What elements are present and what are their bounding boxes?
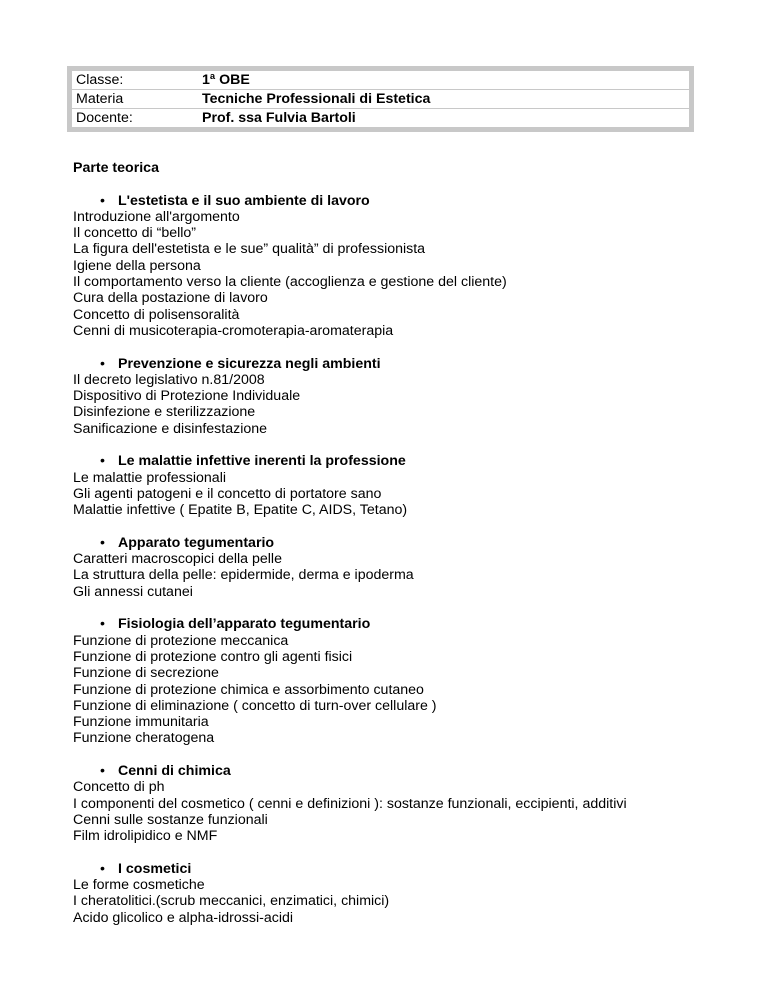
section-item: Gli agenti patogeni e il concetto di portatore sano: [73, 485, 382, 502]
section-item: Concetto di polisensoralità: [73, 306, 240, 323]
section-item: Il decreto legislativo n.81/2008: [73, 371, 265, 388]
section-title: Cenni di chimica: [118, 762, 231, 779]
section-title: Le malattie infettive inerenti la professione: [118, 453, 406, 470]
header-info-box: [67, 66, 694, 132]
section-heading: [73, 861, 763, 877]
header-label: Docente:: [72, 109, 199, 128]
section-item: Le forme cosmetiche: [73, 877, 205, 894]
section: [73, 356, 763, 437]
document-content: [73, 160, 763, 942]
header-value: Prof. ssa Fulvia Bartoli: [198, 109, 690, 128]
section-heading: [73, 453, 763, 469]
section: [73, 616, 763, 746]
section-title: Fisiologia dell’apparato tegumentario: [118, 616, 371, 633]
bullet-icon: •: [100, 192, 105, 209]
header-row: [72, 109, 690, 128]
section-item: Introduzione all'argomento: [73, 208, 240, 225]
section-item: Igiene della persona: [73, 257, 201, 274]
section-item: Funzione di eliminazione ( concetto di turn-over cellulare ): [73, 697, 437, 714]
bullet-icon: •: [100, 616, 105, 633]
section-heading: [73, 616, 763, 632]
section-item: Film idrolipidico e NMF: [73, 828, 218, 845]
section-item: Funzione immunitaria: [73, 714, 209, 731]
section-heading: [73, 535, 763, 551]
section: [73, 193, 763, 340]
section-heading: [73, 356, 763, 372]
section-item: Le malattie professionali: [73, 469, 226, 486]
header-table: [71, 70, 690, 128]
section-item: La struttura della pelle: epidermide, derma e ipoderma: [73, 567, 414, 584]
section-title: I cosmetici: [118, 860, 192, 877]
section: [73, 453, 763, 518]
section-item: Cenni di musicoterapia-cromoterapia-aromaterapia: [73, 322, 394, 339]
section-item: I cheratolitici.(scrub meccanici, enzimatici, chimici): [73, 893, 390, 910]
section-item: Funzione cheratogena: [73, 730, 215, 747]
section-item: Il concetto di “bello”: [73, 225, 197, 242]
section-item: Funzione di secrezione: [73, 665, 219, 682]
section: [73, 763, 763, 844]
section-item: Acido glicolico e alpha-idrossi-acidi: [73, 909, 294, 926]
section-item: La figura dell'estetista e le sue” qualità” di professionista: [73, 241, 426, 258]
bullet-icon: •: [100, 355, 105, 372]
section-item: Disinfezione e sterilizzazione: [73, 404, 256, 421]
section-item: Il comportamento verso la cliente (accoglienza e gestione del cliente): [73, 274, 507, 291]
section-title: Apparato tegumentario: [118, 534, 275, 551]
header-value: 1ª OBE: [198, 71, 690, 90]
section-title: Prevenzione e sicurezza negli ambienti: [118, 355, 381, 372]
bullet-icon: •: [100, 860, 105, 877]
section-item: Cenni sulle sostanze funzionali: [73, 811, 268, 828]
section-title: L'estetista e il suo ambiente di lavoro: [118, 192, 370, 209]
section-item: I componenti del cosmetico ( cenni e definizioni ): sostanze funzionali, eccipienti, additivi: [73, 795, 627, 812]
bullet-icon: •: [100, 453, 105, 470]
section-item: Malattie infettive ( Epatite B, Epatite C, AIDS, Tetano): [73, 502, 408, 519]
section-item: Dispositivo di Protezione Individuale: [73, 388, 301, 405]
section: [73, 861, 763, 926]
section-item: Funzione di protezione meccanica: [73, 632, 289, 649]
section-item: Sanificazione e disinfestazione: [73, 420, 268, 437]
header-row: [72, 71, 690, 90]
section-item: Cura della postazione di lavoro: [73, 290, 268, 307]
bullet-icon: •: [100, 534, 105, 551]
section-item: Funzione di protezione contro gli agenti fisici: [73, 648, 353, 665]
header-label: Materia: [72, 90, 199, 109]
header-row: [72, 90, 690, 109]
part-title: Parte teorica: [73, 160, 159, 176]
section: [73, 535, 763, 600]
section-item: Caratteri macroscopici della pelle: [73, 551, 282, 568]
section-heading: [73, 193, 763, 209]
bullet-icon: •: [100, 762, 105, 779]
header-label: Classe:: [72, 71, 199, 90]
section-list: [73, 193, 763, 926]
section-heading: [73, 763, 763, 779]
section-item: Concetto di ph: [73, 779, 165, 796]
section-item: Gli annessi cutanei: [73, 583, 193, 600]
header-value: Tecniche Professionali di Estetica: [198, 90, 690, 109]
section-item: Funzione di protezione chimica e assorbimento cutaneo: [73, 681, 424, 698]
